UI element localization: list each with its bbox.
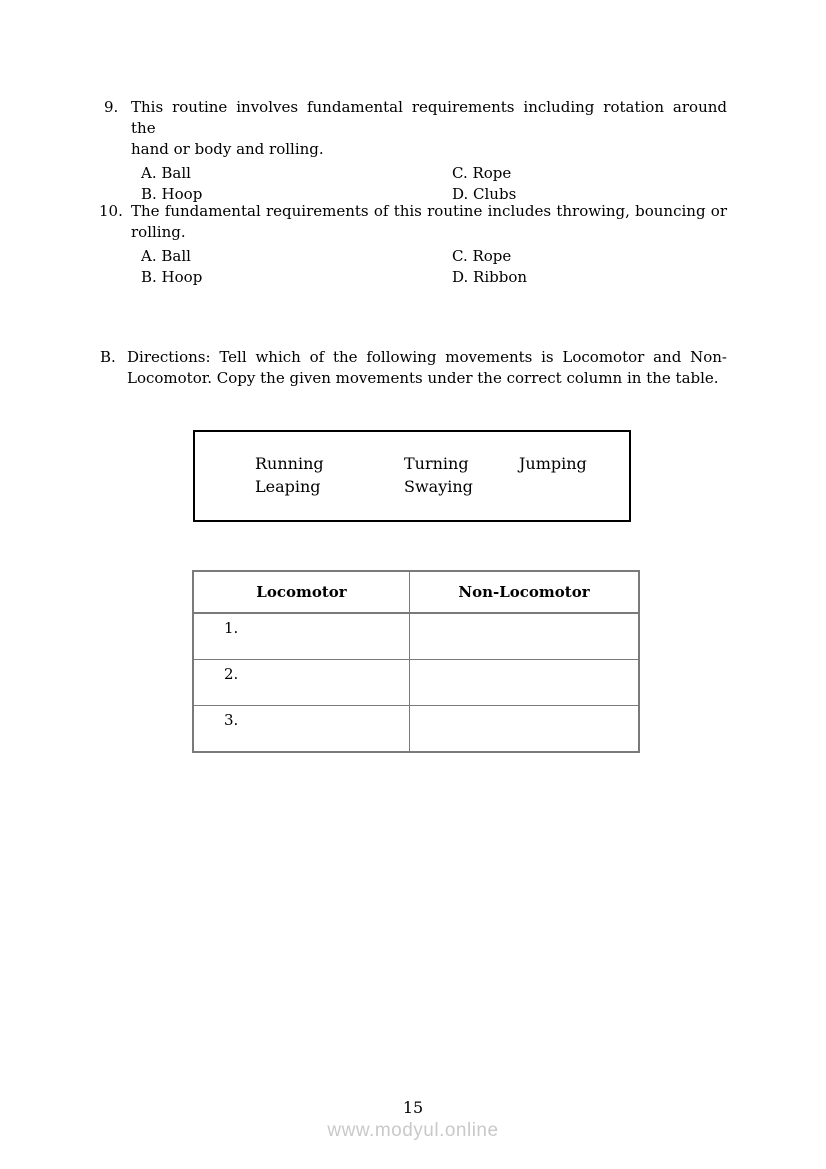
question-9-option-a: A. Ball <box>141 164 191 182</box>
question-9-option-c: C. Rope <box>452 164 512 182</box>
question-10-text: The fundamental requirements of this routine includes throwing, bouncing or <box>131 202 727 220</box>
word-bank-item-swaying: Swaying <box>404 477 473 496</box>
word-bank-item-jumping: Jumping <box>519 454 587 473</box>
question-10-number: 10. <box>99 202 123 220</box>
section-b-line-2: Locomotor. Copy the given movements under the correct column in the table. <box>127 369 719 387</box>
table-row-2-non-locomotor-cell <box>410 660 640 706</box>
word-bank-item-turning: Turning <box>404 454 469 473</box>
word-bank-item-leaping: Leaping <box>255 477 321 496</box>
question-10-options-row-1 <box>141 246 727 267</box>
table-row <box>193 706 639 753</box>
question-10-option-d: D. Ribbon <box>452 267 528 286</box>
table-row-2-locomotor-cell: 2. <box>193 660 410 706</box>
table-row-3-non-locomotor-cell <box>410 706 640 753</box>
word-bank-item-running: Running <box>255 454 324 473</box>
section-b-label: B. <box>100 348 116 366</box>
question-9-line-1 <box>99 97 727 139</box>
table-row <box>193 660 639 706</box>
section-b-text: Directions: Tell which of the following movements is Locomotor and Non- <box>127 348 727 366</box>
section-b-directions <box>100 347 727 389</box>
question-10-line-2: rolling. <box>131 223 186 241</box>
question-9-option-d: D. Clubs <box>452 184 517 203</box>
table-row-3-locomotor-cell: 3. <box>193 706 410 753</box>
table-header-row <box>193 571 639 613</box>
word-bank-item-empty <box>519 475 629 498</box>
question-9-text: This routine involves fundamental requirements including rotation around the <box>131 98 727 137</box>
question-9-option-b: B. Hoop <box>141 184 203 203</box>
question-10 <box>99 201 727 287</box>
footer-website: www.modyul.online <box>327 1120 499 1141</box>
table-row <box>193 613 639 660</box>
table-row-1-non-locomotor-cell <box>410 613 640 660</box>
question-9-line-2: hand or body and rolling. <box>131 140 324 158</box>
page-number: 15 <box>402 1098 424 1117</box>
question-10-option-c: C. Rope <box>452 247 512 265</box>
question-9-options <box>141 163 727 204</box>
question-9-number: 9. <box>104 98 119 116</box>
table-row-1-locomotor-cell: 1. <box>193 613 410 660</box>
question-10-line-1 <box>99 201 727 222</box>
word-bank-box <box>193 430 631 522</box>
movements-table <box>192 570 640 753</box>
section-b-line-1 <box>100 347 727 368</box>
question-10-options <box>141 246 727 287</box>
question-10-option-a: A. Ball <box>141 247 191 265</box>
question-9 <box>99 97 727 204</box>
table-header-non-locomotor: Non-Locomotor <box>410 571 640 613</box>
question-10-options-row-2 <box>141 267 727 288</box>
question-9-options-row-1 <box>141 163 727 184</box>
question-10-option-b: B. Hoop <box>141 267 203 286</box>
table-header-locomotor: Locomotor <box>193 571 410 613</box>
